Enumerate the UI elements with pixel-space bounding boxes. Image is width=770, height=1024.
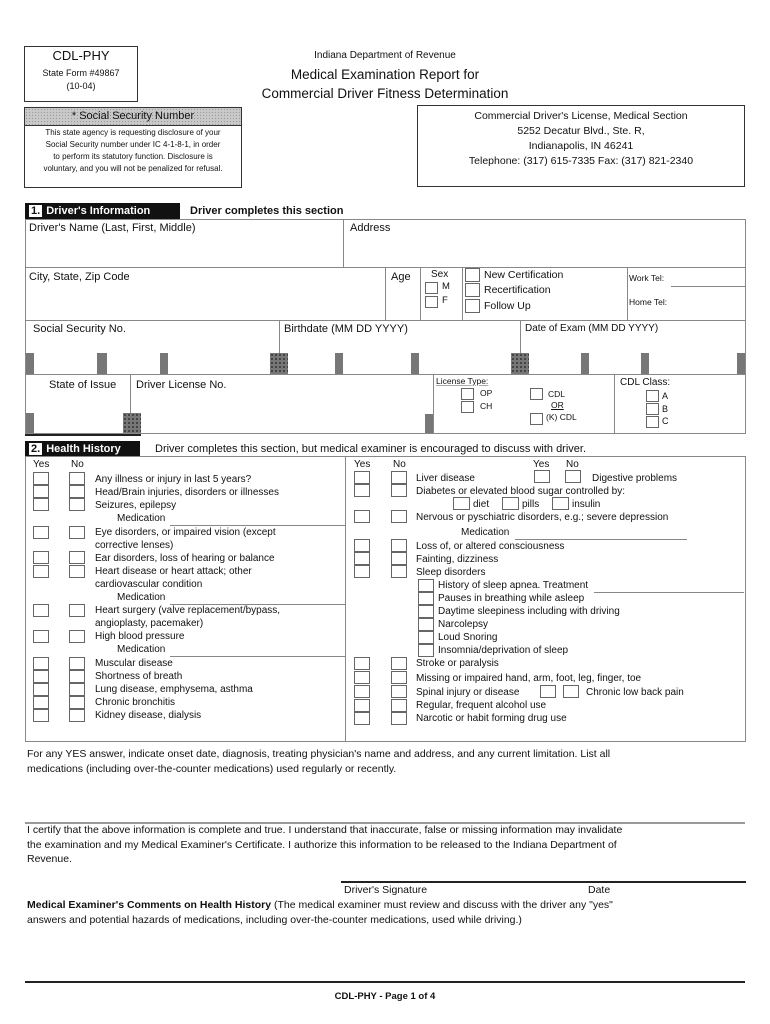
- question-narcolepsy: Narcolepsy: [438, 619, 489, 630]
- ssn-notice-text-box: [24, 126, 242, 188]
- sex-f-checkbox[interactable]: [425, 296, 438, 308]
- question-kidney: Kidney disease, dialysis: [95, 710, 202, 721]
- section1-instruction: Driver completes this section: [190, 205, 344, 217]
- heart-medication-label: Medication: [117, 592, 166, 603]
- illness-no-checkbox[interactable]: [69, 472, 85, 485]
- state-segment-marker: [26, 413, 34, 433]
- cdl-class-a-checkbox[interactable]: [646, 390, 659, 402]
- birthdate-segment-marker: [335, 353, 343, 374]
- right-no-header: No: [393, 459, 406, 470]
- state-of-issue-label: State of Issue: [49, 379, 117, 391]
- yes-answer-instruction-line1: For any YES answer, indicate onset date, diagnosis, treating physician's name and address, and any current limitation. List all: [27, 748, 611, 760]
- heart-surgery-no-checkbox[interactable]: [69, 604, 85, 617]
- question-pauses-breathing: Pauses in breathing while asleep: [438, 593, 585, 604]
- question-alcohol: Regular, frequent alcohol use: [416, 700, 547, 711]
- cdl-class-b-checkbox[interactable]: [646, 403, 659, 415]
- form-revision: (10-04): [66, 81, 96, 91]
- follow-up-checkbox[interactable]: [465, 299, 480, 313]
- agency-name: Indiana Department of Revenue: [314, 50, 456, 61]
- question-diabetes: Diabetes or elevated blood sugar controlled by:: [416, 486, 626, 497]
- question-head-brain: Head/Brain injuries, disorders or illnesses: [95, 487, 279, 498]
- digestive-no-checkbox[interactable]: [565, 470, 581, 483]
- head-brain-yes-checkbox[interactable]: [33, 485, 49, 498]
- seizures-no-checkbox[interactable]: [69, 498, 85, 511]
- nervous-medication-label: Medication: [461, 527, 510, 538]
- page-footer: CDL-PHY - Page 1 of 4: [334, 991, 436, 1002]
- daytime-sleepiness-checkbox[interactable]: [418, 605, 434, 618]
- license-k-cdl-label: (K) CDL: [546, 412, 577, 422]
- diabetes-insulin-checkbox[interactable]: [552, 497, 569, 510]
- diabetes-no-checkbox[interactable]: [391, 484, 407, 497]
- question-illness: Any illness or injury in last 5 years?: [95, 474, 252, 485]
- missing-limb-yes-checkbox[interactable]: [354, 671, 370, 684]
- form-code: CDL-PHY: [52, 48, 110, 63]
- back-pain-yes-checkbox[interactable]: [540, 685, 556, 698]
- certify-line3: Revenue.: [27, 853, 72, 865]
- exam-date-segment-marker: [641, 353, 649, 374]
- exam-date-segment-marker: [581, 353, 589, 374]
- address-input[interactable]: [346, 236, 744, 265]
- age-input[interactable]: [387, 285, 419, 318]
- question-heart-surgery: Heart surgery (valve replacement/bypass,: [95, 605, 281, 616]
- license-ch-checkbox[interactable]: [461, 401, 474, 413]
- bp-medication-label: Medication: [117, 644, 166, 655]
- ssn-segment-marker: [97, 353, 107, 374]
- cdl-class-c-checkbox[interactable]: [646, 416, 659, 428]
- question-blood-pressure: High blood pressure: [95, 631, 185, 642]
- sex-m-label: M: [442, 281, 450, 292]
- shortness-breath-yes-checkbox[interactable]: [33, 670, 49, 683]
- exam-date-label: Date of Exam (MM DD YYYY): [525, 323, 659, 334]
- section2-number: 2.: [31, 443, 41, 455]
- sex-label: Sex: [431, 269, 449, 280]
- question-stroke: Stroke or paralysis: [416, 658, 499, 669]
- question-heart-surgery-cont: angioplasty, pacemaker): [95, 618, 204, 629]
- license-cdl-label: CDL: [548, 389, 566, 399]
- ssn-notice-line: Social Security number under IC 4-1-8-1, in order: [45, 140, 221, 149]
- examiner-comments-text: (The medical examiner must review and discuss with the driver any "yes": [271, 899, 613, 911]
- seizures-medication-label: Medication: [117, 513, 166, 524]
- question-digestive: Digestive problems: [592, 473, 678, 484]
- head-brain-no-checkbox[interactable]: [69, 485, 85, 498]
- new-certification-checkbox[interactable]: [465, 268, 480, 282]
- question-muscular: Muscular disease: [95, 658, 173, 669]
- sleep-yes-checkbox[interactable]: [354, 565, 370, 578]
- ssn-input[interactable]: [27, 337, 277, 373]
- nervous-no-checkbox[interactable]: [391, 510, 407, 523]
- license-k-cdl-checkbox[interactable]: [530, 413, 543, 425]
- bp-medication-input[interactable]: [170, 656, 345, 657]
- stroke-yes-checkbox[interactable]: [354, 657, 370, 670]
- address-line: Telephone: (317) 615-7335 Fax: (317) 821-2340: [468, 155, 694, 167]
- address-line: Indianapolis, IN 46241: [528, 140, 634, 152]
- ssn-notice-line: voluntary, and you will not be penalized for refusal.: [43, 164, 223, 173]
- state-of-issue-input[interactable]: [27, 393, 128, 432]
- ssn-segment-marker: [160, 353, 168, 374]
- form-id-box: [24, 46, 138, 102]
- insomnia-checkbox[interactable]: [418, 644, 434, 657]
- question-heart-disease: Heart disease or heart attack; other: [95, 566, 252, 577]
- seizures-yes-checkbox[interactable]: [33, 498, 49, 511]
- blood-pressure-yes-checkbox[interactable]: [33, 630, 49, 643]
- license-segment-marker: [425, 414, 433, 433]
- section1-header: [25, 203, 180, 219]
- digestive-no-header: No: [566, 459, 579, 470]
- sleep-apnea-treatment-input[interactable]: [594, 592, 744, 593]
- muscular-yes-checkbox[interactable]: [33, 657, 49, 670]
- question-back-pain: Chronic low back pain: [586, 687, 684, 698]
- drivers-signature-label: Driver's Signature: [344, 884, 428, 896]
- address-line: 5252 Decatur Blvd., Ste. R,: [517, 125, 645, 137]
- cdl-class-b-label: B: [662, 404, 669, 414]
- kidney-yes-checkbox[interactable]: [33, 709, 49, 722]
- state-form-number: State Form #49867: [42, 68, 120, 78]
- question-bronchitis: Chronic bronchitis: [95, 697, 176, 708]
- license-no-label: Driver License No.: [136, 379, 227, 391]
- question-ear: Ear disorders, loss of hearing or balance: [95, 553, 275, 564]
- lung-no-checkbox[interactable]: [69, 683, 85, 696]
- form-title-line2: Commercial Driver Fitness Determination: [261, 86, 509, 101]
- heart-disease-no-checkbox[interactable]: [69, 565, 85, 578]
- digestive-yes-checkbox[interactable]: [534, 470, 550, 483]
- question-liver: Liver disease: [416, 473, 475, 484]
- license-ch-label: CH: [480, 401, 493, 411]
- home-tel-label: Home Tel:: [629, 297, 668, 307]
- digestive-yes-header: Yes: [533, 459, 550, 470]
- ssn-notice-header: [25, 108, 241, 126]
- work-tel-label: Work Tel:: [629, 273, 665, 283]
- diabetes-insulin-label: insulin: [572, 499, 601, 510]
- city-state-zip-input[interactable]: [27, 285, 382, 318]
- cdl-class-c-label: C: [662, 416, 669, 426]
- fainting-yes-checkbox[interactable]: [354, 552, 370, 565]
- left-no-header: No: [71, 459, 84, 470]
- question-spinal: Spinal injury or disease: [416, 687, 520, 698]
- section1-number: 1.: [31, 205, 41, 217]
- section2-instruction: Driver completes this section, but medical examiner is encouraged to discuss with driver.: [155, 443, 587, 455]
- question-eye-cont: corrective lenses): [95, 540, 174, 551]
- age-label: Age: [391, 271, 411, 283]
- diabetes-yes-checkbox[interactable]: [354, 484, 370, 497]
- question-shortness-breath: Shortness of breath: [95, 671, 183, 682]
- liver-yes-checkbox[interactable]: [354, 471, 370, 484]
- question-consciousness: Loss of, or altered consciousness: [416, 541, 565, 552]
- question-nervous: Nervous or pyschiatric disorders, e.g.; severe depression: [416, 512, 669, 523]
- signature-date-label: Date: [588, 884, 611, 896]
- snoring-checkbox[interactable]: [418, 631, 434, 644]
- question-sleep: Sleep disorders: [416, 567, 486, 578]
- diabetes-pills-checkbox[interactable]: [502, 497, 519, 510]
- ssn-notice-line: This state agency is requesting disclosure of your: [45, 128, 221, 137]
- license-or-label: OR: [551, 400, 564, 410]
- fainting-no-checkbox[interactable]: [391, 552, 407, 565]
- ear-no-checkbox[interactable]: [69, 551, 85, 564]
- examiner-comments-input[interactable]: [27, 930, 744, 978]
- form-title-line1: Medical Examination Report for: [290, 67, 480, 82]
- question-sleep-apnea: History of sleep apnea. Treatment: [438, 580, 589, 591]
- agency-address-box: [417, 105, 745, 187]
- spinal-no-checkbox[interactable]: [391, 685, 407, 698]
- question-snoring: Loud Snoring: [438, 632, 498, 643]
- birthdate-input[interactable]: [281, 337, 518, 373]
- nervous-medication-input[interactable]: [515, 539, 687, 540]
- section2-title: Health History: [46, 443, 121, 455]
- exam-date-input[interactable]: [522, 337, 744, 373]
- diabetes-pills-label: pills: [522, 499, 540, 510]
- narcolepsy-checkbox[interactable]: [418, 618, 434, 631]
- back-pain-no-checkbox[interactable]: [563, 685, 579, 698]
- question-fainting: Fainting, dizziness: [416, 554, 499, 565]
- sex-f-label: F: [442, 295, 448, 306]
- eye-no-checkbox[interactable]: [69, 526, 85, 539]
- examiner-comments-title: Medical Examiner's Comments on Health History: [27, 899, 272, 911]
- new-certification-label: New Certification: [484, 269, 564, 281]
- license-cdl-checkbox[interactable]: [530, 388, 543, 400]
- cdl-class-label: CDL Class:: [620, 377, 671, 388]
- alcohol-yes-checkbox[interactable]: [354, 699, 370, 712]
- spinal-yes-checkbox[interactable]: [354, 685, 370, 698]
- alcohol-no-checkbox[interactable]: [391, 699, 407, 712]
- ssn-label: Social Security No.: [33, 323, 126, 335]
- sleep-apnea-checkbox[interactable]: [418, 579, 434, 592]
- license-type-label: License Type:: [436, 376, 489, 386]
- question-heart-disease-cont: cardiovascular condition: [95, 579, 203, 590]
- recertification-checkbox[interactable]: [465, 283, 480, 297]
- question-eye: Eye disorders, or impaired vision (except: [95, 527, 276, 538]
- diabetes-diet-checkbox[interactable]: [453, 497, 470, 510]
- question-lung: Lung disease, emphysema, asthma: [95, 684, 253, 695]
- diabetes-diet-label: diet: [473, 499, 490, 510]
- birthdate-segment-marker: [511, 353, 529, 374]
- question-narcotic: Narcotic or habit forming drug use: [416, 713, 567, 724]
- shortness-breath-no-checkbox[interactable]: [69, 670, 85, 683]
- drivers-name-input[interactable]: [27, 236, 341, 265]
- certify-line2: the examination and my Medical Examiner's Certificate. I authorize this information to be released to the Indiana Department of: [27, 839, 617, 851]
- examiner-comments-line2: answers and potential hazards of medications, including over-the-counter medications, used while driving.): [27, 914, 522, 926]
- drivers-name-label: Driver's Name (Last, First, Middle): [29, 222, 196, 234]
- heart-surgery-yes-checkbox[interactable]: [33, 604, 49, 617]
- question-insomnia: Insomnia/deprivation of sleep: [438, 645, 569, 656]
- cdl-class-a-label: A: [662, 391, 669, 401]
- section2-header: [25, 441, 140, 457]
- ssn-notice-title: * Social Security Number: [71, 110, 195, 122]
- consciousness-no-checkbox[interactable]: [391, 539, 407, 552]
- ear-yes-checkbox[interactable]: [33, 551, 49, 564]
- eye-yes-checkbox[interactable]: [33, 526, 49, 539]
- yes-answer-details-input[interactable]: [27, 778, 744, 820]
- right-yes-header: Yes: [354, 459, 371, 470]
- liver-no-checkbox[interactable]: [391, 471, 407, 484]
- sleep-no-checkbox[interactable]: [391, 565, 407, 578]
- address-line: Commercial Driver's License, Medical Section: [474, 110, 688, 122]
- ssn-segment-marker: [270, 353, 288, 374]
- sex-m-checkbox[interactable]: [425, 282, 438, 294]
- question-missing-limb: Missing or impaired hand, arm, foot, leg, finger, toe: [416, 673, 642, 684]
- section1-title: Driver's Information: [46, 205, 151, 217]
- narcotic-no-checkbox[interactable]: [391, 712, 407, 725]
- nervous-yes-checkbox[interactable]: [354, 510, 370, 523]
- missing-limb-no-checkbox[interactable]: [391, 671, 407, 684]
- question-daytime-sleepiness: Daytime sleepiness including with driving: [438, 606, 620, 617]
- license-op-label: OP: [480, 388, 493, 398]
- birthdate-label: Birthdate (MM DD YYYY): [284, 323, 408, 335]
- exam-date-segment-marker: [737, 353, 745, 374]
- certify-line1: I certify that the above information is complete and true. I understand that inaccurate, false or missing information may invalidate: [27, 824, 623, 836]
- blood-pressure-no-checkbox[interactable]: [69, 630, 85, 643]
- yes-answer-instruction-line2: medications (including over-the-counter medications) used regularly or recently.: [27, 763, 397, 775]
- ssn-segment-marker: [26, 353, 34, 374]
- bronchitis-yes-checkbox[interactable]: [33, 696, 49, 709]
- license-op-checkbox[interactable]: [461, 388, 474, 400]
- bronchitis-no-checkbox[interactable]: [69, 696, 85, 709]
- seizures-medication-input[interactable]: [170, 525, 345, 526]
- follow-up-label: Follow Up: [484, 300, 531, 312]
- recertification-label: Recertification: [484, 284, 551, 296]
- city-state-zip-label: City, State, Zip Code: [29, 271, 130, 283]
- lung-yes-checkbox[interactable]: [33, 683, 49, 696]
- license-no-input[interactable]: [132, 393, 431, 432]
- pauses-breathing-checkbox[interactable]: [418, 592, 434, 605]
- work-tel-input[interactable]: [671, 286, 746, 287]
- stroke-no-checkbox[interactable]: [391, 657, 407, 670]
- question-seizures: Seizures, epilepsy: [95, 500, 177, 511]
- birthdate-segment-marker: [411, 353, 419, 374]
- illness-yes-checkbox[interactable]: [33, 472, 49, 485]
- consciousness-yes-checkbox[interactable]: [354, 539, 370, 552]
- left-yes-header: Yes: [33, 459, 50, 470]
- ssn-notice-line: to perform its statutory function. Disclosure is: [53, 152, 213, 161]
- examiner-comments-line1: [27, 899, 613, 911]
- signature-line[interactable]: [341, 881, 746, 883]
- heart-disease-yes-checkbox[interactable]: [33, 565, 49, 578]
- license-segment-marker: [123, 413, 141, 433]
- muscular-no-checkbox[interactable]: [69, 657, 85, 670]
- kidney-no-checkbox[interactable]: [69, 709, 85, 722]
- address-label: Address: [350, 222, 391, 234]
- narcotic-yes-checkbox[interactable]: [354, 712, 370, 725]
